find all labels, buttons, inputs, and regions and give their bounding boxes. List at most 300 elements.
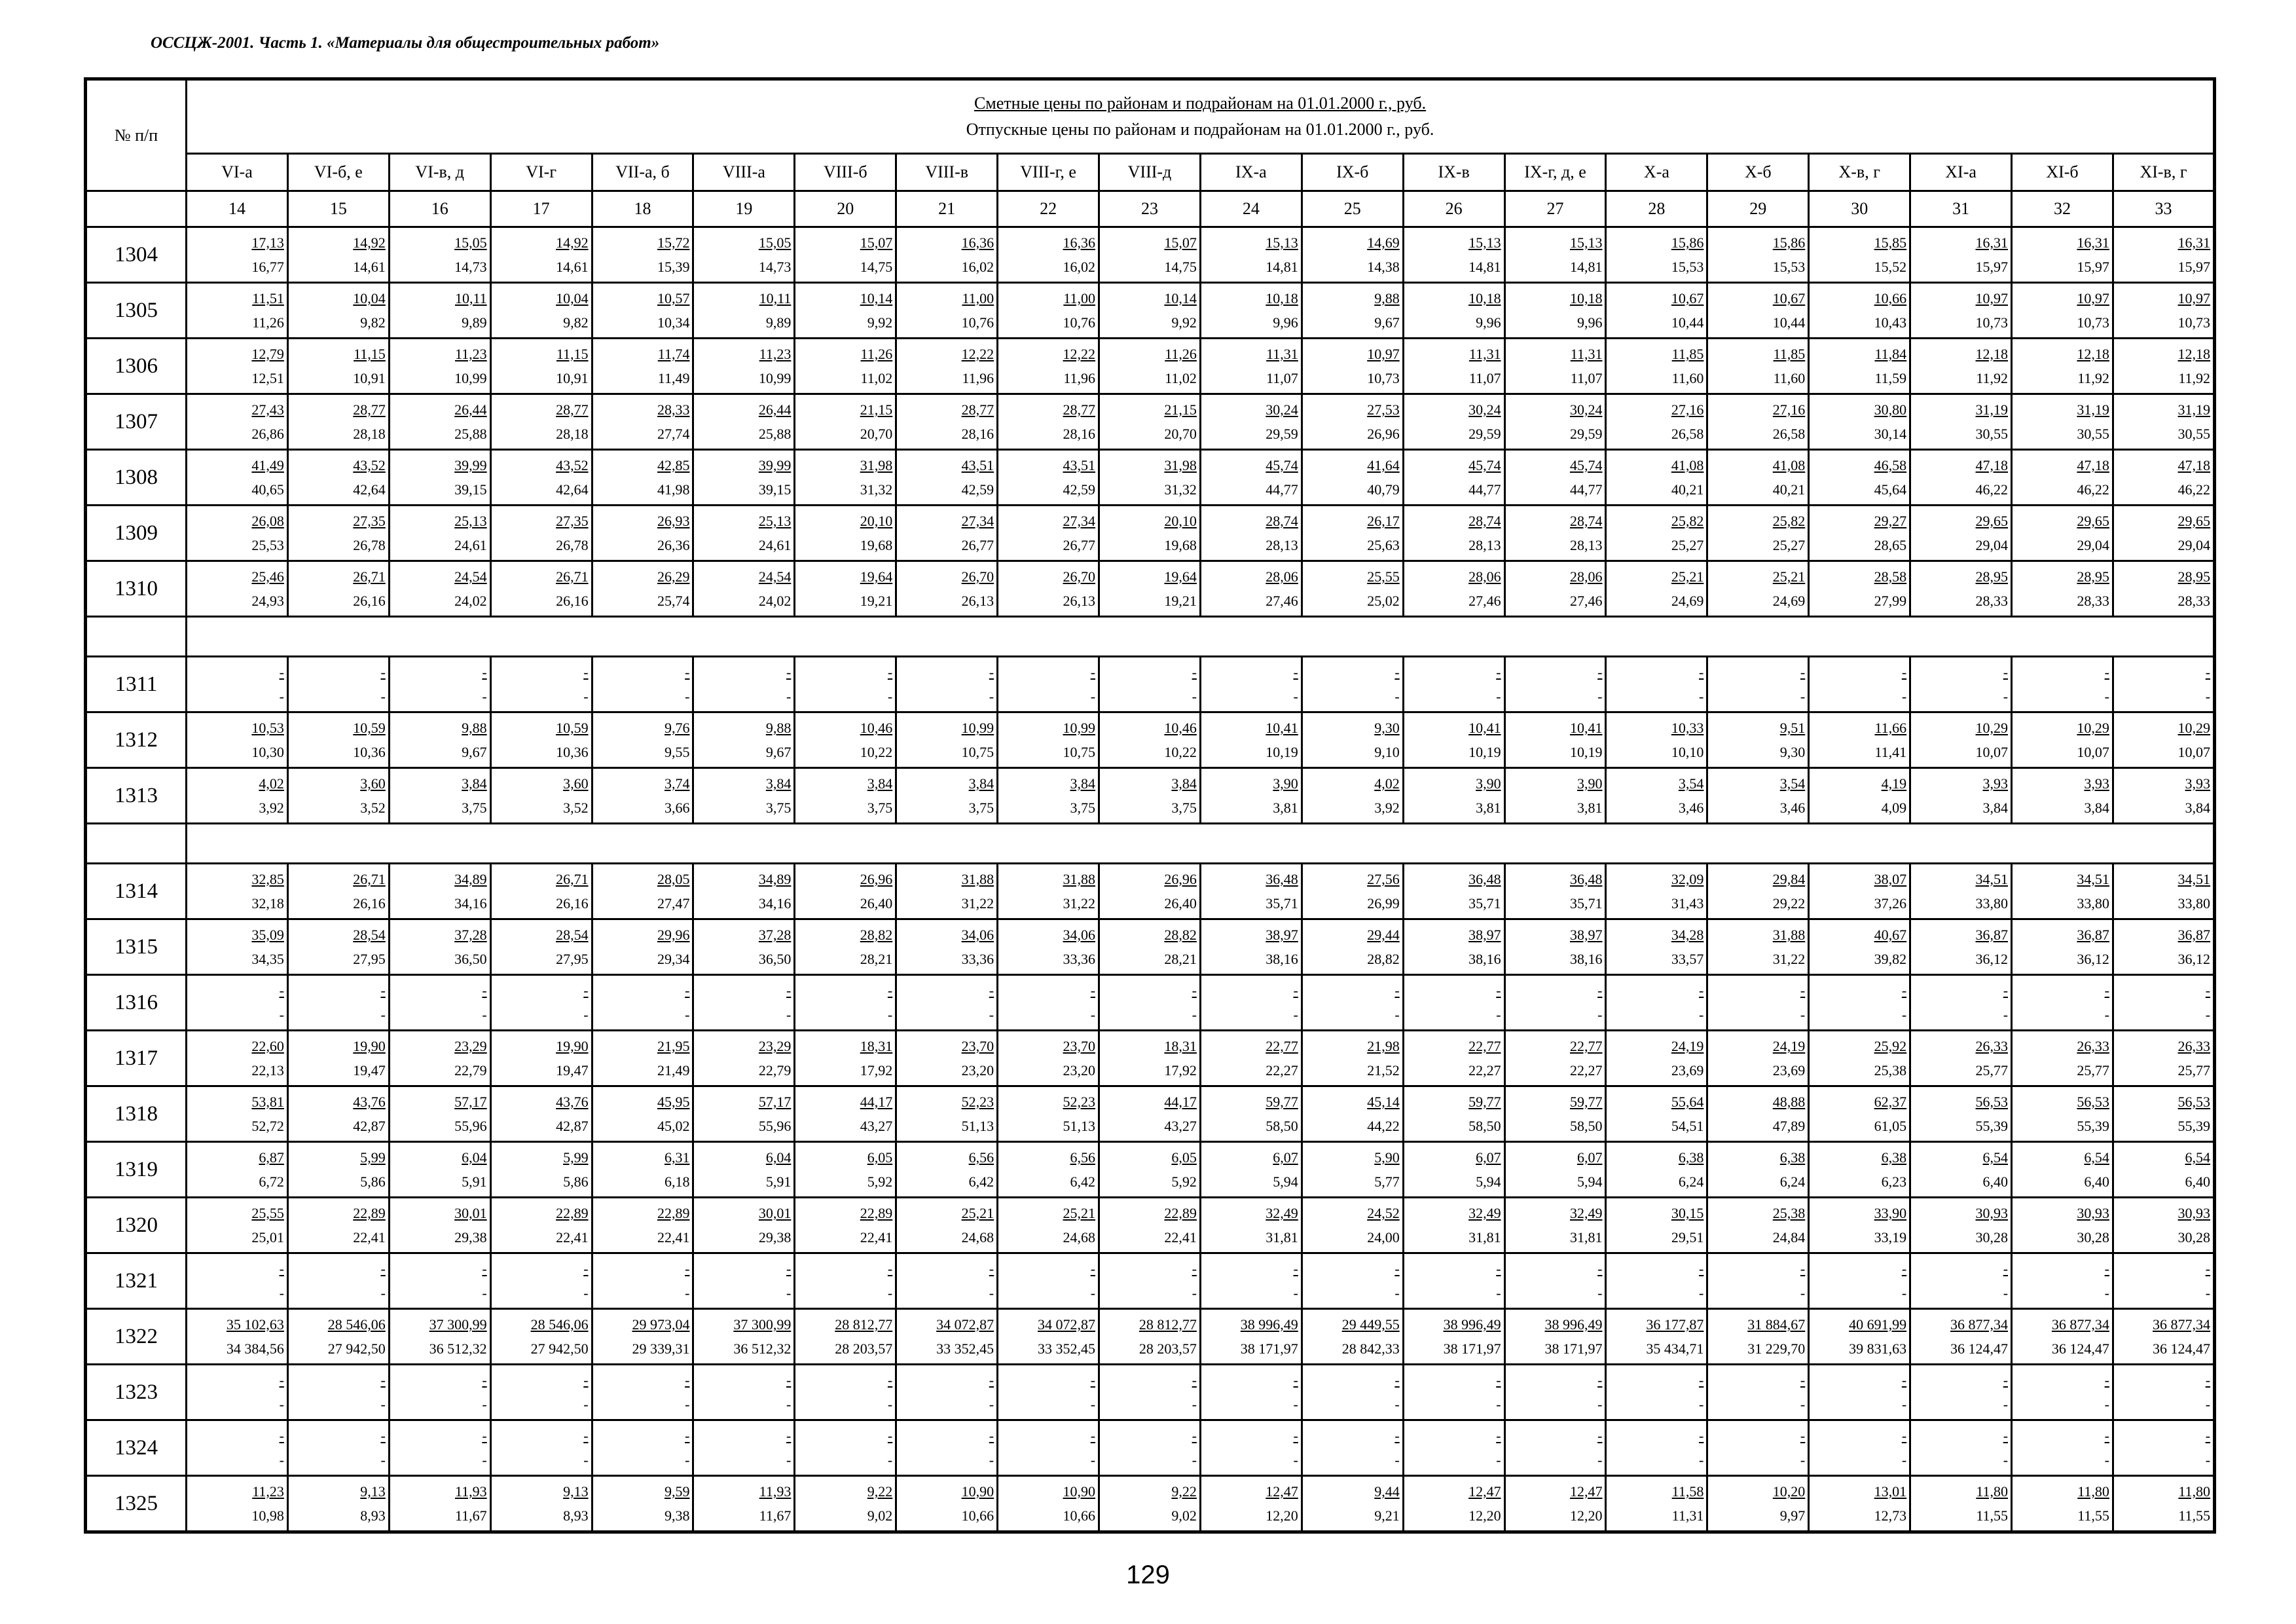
estimated-price: 59,77	[1569, 1094, 1603, 1110]
estimated-price: -	[887, 664, 893, 680]
wholesale-price: 14,75	[860, 259, 893, 275]
price-cell	[693, 283, 795, 339]
estimated-price: 5,90	[1374, 1149, 1400, 1166]
estimated-price: 28,58	[1874, 568, 1907, 585]
price-cell	[693, 1253, 795, 1309]
wholesale-price: 25,77	[2077, 1062, 2109, 1079]
estimated-price: -	[583, 1428, 589, 1444]
price-cell	[1403, 657, 1504, 712]
price-cell	[1504, 561, 1606, 617]
wholesale-price: -	[1597, 1285, 1603, 1301]
price-cell	[1606, 864, 1707, 919]
estimated-price: 9,44	[1374, 1483, 1400, 1500]
price-cell	[1606, 561, 1707, 617]
wholesale-price: 43,27	[860, 1118, 893, 1134]
estimated-price: -	[1293, 1261, 1298, 1277]
wholesale-price: 4,09	[1881, 800, 1907, 816]
price-cell	[1707, 394, 1809, 450]
wholesale-price: 27 942,50	[530, 1340, 589, 1357]
wholesale-price: 29,59	[1569, 426, 1603, 442]
price-cell	[1302, 768, 1403, 824]
wholesale-price: -	[1901, 1396, 1907, 1412]
price-cell	[490, 1031, 592, 1086]
price-cell	[2012, 1309, 2113, 1365]
estimated-price: 27,53	[1367, 401, 1400, 418]
wholesale-price: -	[1496, 1396, 1501, 1412]
estimated-price: 25,21	[1772, 568, 1806, 585]
price-cell	[795, 1309, 896, 1365]
wholesale-price: 22,13	[251, 1062, 284, 1079]
estimated-price: 28,06	[1266, 568, 1298, 585]
estimated-price: -	[1192, 1372, 1197, 1388]
price-cell	[1200, 1476, 1302, 1532]
estimated-price: 11,23	[454, 346, 487, 362]
district-column-header: VIII-б	[795, 154, 896, 191]
column-number: 17	[490, 191, 592, 227]
column-number: 30	[1809, 191, 1910, 227]
table-row	[86, 1198, 2215, 1253]
price-cell	[1099, 919, 1201, 975]
price-cell	[795, 506, 896, 561]
wholesale-price: 11,92	[1976, 370, 2009, 386]
estimated-price: -	[1901, 1261, 1907, 1277]
wholesale-price: 31,32	[860, 481, 893, 498]
estimated-price: 30,24	[1569, 401, 1603, 418]
price-cell	[693, 1476, 795, 1532]
wholesale-price: 11,59	[1874, 370, 1907, 386]
price-cell	[389, 1031, 490, 1086]
wholesale-price: 21,49	[657, 1062, 690, 1079]
price-cell	[1606, 1142, 1707, 1198]
estimated-price: 3,54	[1779, 775, 1806, 792]
wholesale-price: 9,30	[1779, 744, 1806, 760]
wholesale-price: 28,18	[353, 426, 386, 442]
estimated-price: 19,90	[353, 1038, 386, 1054]
estimated-price: -	[2003, 1428, 2009, 1444]
price-cell	[998, 1365, 1099, 1420]
price-cell	[389, 1086, 490, 1142]
wholesale-price: 10,22	[1164, 744, 1197, 760]
wholesale-price: -	[380, 1285, 386, 1301]
estimated-price: 28,74	[1266, 513, 1298, 529]
price-cell	[592, 975, 693, 1031]
wholesale-price: -	[1800, 1452, 1806, 1468]
estimated-price: -	[482, 982, 487, 999]
price-cell	[693, 561, 795, 617]
estimated-price: 11,93	[759, 1483, 792, 1500]
price-cell	[187, 1309, 288, 1365]
price-cell	[1910, 1086, 2012, 1142]
wholesale-price: 33,36	[961, 951, 994, 967]
wholesale-price: 26,99	[1367, 895, 1400, 912]
price-cell	[1910, 1476, 2012, 1532]
estimated-price: -	[1496, 1428, 1501, 1444]
price-cell	[1302, 1031, 1403, 1086]
estimated-price: 22,77	[1266, 1038, 1298, 1054]
estimated-price: 12,22	[1063, 346, 1096, 362]
estimated-price: 11,31	[1468, 346, 1501, 362]
price-cell	[1200, 919, 1302, 975]
estimated-price: 6,05	[867, 1149, 893, 1166]
estimated-price: 6,07	[1476, 1149, 1501, 1166]
estimated-price: 10,46	[1164, 720, 1197, 736]
wholesale-price: 33,80	[1975, 895, 2009, 912]
wholesale-price: 3,46	[1779, 800, 1806, 816]
estimated-price: 37,28	[758, 927, 792, 943]
estimated-price: 3,60	[563, 775, 589, 792]
estimated-price: 34 072,87	[936, 1316, 994, 1333]
price-cell	[693, 450, 795, 506]
wholesale-price: 3,84	[2185, 800, 2211, 816]
wholesale-price: -	[1293, 688, 1298, 705]
wholesale-price: 9,92	[867, 314, 893, 331]
wholesale-price: 19,68	[860, 537, 893, 553]
price-cell	[693, 227, 795, 283]
estimated-price: -	[1800, 982, 1806, 999]
estimated-price: 38,97	[1468, 927, 1501, 943]
column-number: 24	[1200, 191, 1302, 227]
price-cell	[1302, 339, 1403, 394]
price-cell	[1200, 768, 1302, 824]
price-cell	[389, 1198, 490, 1253]
estimated-price: 25,55	[1367, 568, 1400, 585]
wholesale-price: 9,38	[664, 1507, 690, 1524]
estimated-prices-title: Сметные цены по районам и подрайонам на 01.01.2000 г., руб.	[974, 94, 1427, 113]
row-number: 1317	[86, 1031, 187, 1086]
estimated-price: 21,95	[657, 1038, 690, 1054]
wholesale-price: 12,20	[1266, 1507, 1298, 1524]
table-row	[86, 1365, 2215, 1420]
wholesale-price: 11,67	[759, 1507, 792, 1524]
wholesale-price: 38,16	[1569, 951, 1603, 967]
price-cell	[1099, 1253, 1201, 1309]
document-header: ОССЦЖ-2001. Часть 1. «Материалы для общестроительных работ»	[151, 34, 660, 52]
row-number: 1321	[86, 1253, 187, 1309]
wholesale-price: 10,30	[251, 744, 284, 760]
price-cell	[287, 561, 389, 617]
price-cell	[1910, 1253, 2012, 1309]
price-cell	[795, 1198, 896, 1253]
estimated-price: -	[1496, 664, 1501, 680]
price-cell	[1606, 1253, 1707, 1309]
wholesale-price: 44,77	[1266, 481, 1298, 498]
estimated-price: 15,07	[1164, 234, 1197, 251]
estimated-price: 10,18	[1569, 290, 1603, 306]
wholesale-price: 33,80	[2077, 895, 2109, 912]
wholesale-price: 24,84	[1772, 1229, 1806, 1246]
price-cell	[1403, 768, 1504, 824]
price-cell	[389, 1476, 490, 1532]
wholesale-price: -	[1800, 1396, 1806, 1412]
estimated-price: 32,49	[1468, 1205, 1501, 1221]
table-row	[86, 657, 2215, 712]
wholesale-price: 19,21	[860, 593, 893, 609]
table-row	[86, 283, 2215, 339]
price-cell	[795, 1365, 896, 1420]
price-cell	[287, 394, 389, 450]
estimated-price: 9,13	[563, 1483, 589, 1500]
wholesale-price: 25,53	[251, 537, 284, 553]
wholesale-price: -	[2003, 1452, 2009, 1468]
price-cell	[1200, 1142, 1302, 1198]
estimated-price: -	[279, 1372, 284, 1388]
wholesale-price: 29 339,31	[632, 1340, 690, 1357]
wholesale-price: 58,50	[1569, 1118, 1603, 1134]
estimated-price: 45,74	[1569, 457, 1603, 473]
wholesale-price: -	[1901, 1285, 1907, 1301]
price-cell	[2012, 339, 2113, 394]
price-cell	[1606, 975, 1707, 1031]
price-cell	[592, 339, 693, 394]
estimated-price: -	[786, 982, 792, 999]
estimated-price: 31,98	[860, 457, 893, 473]
wholesale-price: 29,04	[2178, 537, 2211, 553]
price-cell	[1504, 1420, 1606, 1476]
price-cell	[1200, 1253, 1302, 1309]
wholesale-price: 39 831,63	[1849, 1340, 1907, 1357]
table-row	[86, 561, 2215, 617]
wholesale-price: 38 171,97	[1544, 1340, 1603, 1357]
estimated-price: 26,70	[1063, 568, 1096, 585]
wholesale-price: 46,22	[2077, 481, 2109, 498]
row-number: 1319	[86, 1142, 187, 1198]
estimated-price: 24,54	[758, 568, 792, 585]
wholesale-price: -	[1192, 1396, 1197, 1412]
district-column-header: IX-а	[1200, 154, 1302, 191]
price-cell	[896, 450, 998, 506]
price-cell	[1200, 1086, 1302, 1142]
price-cell	[490, 227, 592, 283]
wholesale-price: 38,16	[1468, 951, 1501, 967]
estimated-price: 28,77	[961, 401, 994, 418]
estimated-price: -	[2104, 1372, 2109, 1388]
price-cell	[998, 339, 1099, 394]
wholesale-price: 39,15	[758, 481, 792, 498]
estimated-price: 15,13	[1468, 234, 1501, 251]
price-cell	[1606, 450, 1707, 506]
estimated-price: 32,09	[1671, 871, 1704, 887]
price-cell	[1403, 1420, 1504, 1476]
wholesale-price: 11,55	[1976, 1507, 2009, 1524]
price-cell	[1099, 1031, 1201, 1086]
wholesale-price: 26,58	[1671, 426, 1704, 442]
estimated-price: 6,87	[259, 1149, 284, 1166]
wholesale-price: 26,13	[1063, 593, 1096, 609]
estimated-price: 11,00	[1063, 290, 1096, 306]
table-row	[86, 919, 2215, 975]
estimated-price: -	[482, 664, 487, 680]
estimated-price: -	[1394, 1428, 1400, 1444]
estimated-price: 57,17	[758, 1094, 792, 1110]
wholesale-price: 10,91	[353, 370, 386, 386]
wholesale-price: 12,20	[1468, 1507, 1501, 1524]
estimated-price: 59,77	[1266, 1094, 1298, 1110]
estimated-price: 25,21	[961, 1205, 994, 1221]
estimated-price: -	[380, 1261, 386, 1277]
wholesale-price: 14,61	[353, 259, 386, 275]
wholesale-price: -	[1394, 1396, 1400, 1412]
estimated-price: 11,26	[860, 346, 893, 362]
price-cell	[998, 394, 1099, 450]
wholesale-price: 29,59	[1266, 426, 1298, 442]
table-row	[86, 394, 2215, 450]
wholesale-price: 20,70	[1164, 426, 1197, 442]
price-cell	[2113, 561, 2214, 617]
price-cell	[2012, 768, 2113, 824]
price-cell	[2113, 339, 2214, 394]
wholesale-price: 27 942,50	[327, 1340, 386, 1357]
wholesale-price: 28,13	[1468, 537, 1501, 553]
price-cell	[592, 450, 693, 506]
estimated-price: -	[1192, 1428, 1197, 1444]
estimated-price: 55,64	[1671, 1094, 1704, 1110]
price-cell	[592, 1309, 693, 1365]
price-cell	[896, 1476, 998, 1532]
district-column-header: XI-б	[2012, 154, 2113, 191]
row-number: 1315	[86, 919, 187, 975]
price-cell	[187, 339, 288, 394]
estimated-price: 12,22	[961, 346, 994, 362]
wholesale-price: 52,72	[251, 1118, 284, 1134]
wholesale-price: -	[786, 1285, 792, 1301]
wholesale-price: 12,51	[251, 370, 284, 386]
estimated-price: 15,72	[657, 234, 690, 251]
estimated-price: 28,05	[657, 871, 690, 887]
estimated-price: 26,70	[961, 568, 994, 585]
price-cell	[389, 506, 490, 561]
price-cell	[2012, 657, 2113, 712]
wholesale-price: 10,99	[454, 370, 487, 386]
estimated-price: -	[1293, 982, 1298, 999]
wholesale-price: 28,33	[1975, 593, 2009, 609]
estimated-price: 9,88	[1374, 290, 1400, 306]
wholesale-price: 36 124,47	[2051, 1340, 2109, 1357]
price-cell	[998, 1476, 1099, 1532]
wholesale-price: 22,79	[758, 1062, 792, 1079]
wholesale-price: 14,81	[1468, 259, 1501, 275]
price-cell	[1403, 1086, 1504, 1142]
wholesale-price: -	[1699, 688, 1704, 705]
row-number: 1310	[86, 561, 187, 617]
estimated-price: -	[2003, 664, 2009, 680]
estimated-price: 9,22	[867, 1483, 893, 1500]
wholesale-price: -	[1800, 1285, 1806, 1301]
price-cell	[187, 450, 288, 506]
estimated-price: 52,23	[961, 1094, 994, 1110]
price-cell	[2012, 283, 2113, 339]
price-cell	[896, 561, 998, 617]
price-cell	[592, 227, 693, 283]
wholesale-price: 36,12	[2077, 951, 2109, 967]
wholesale-price: -	[1496, 1452, 1501, 1468]
estimated-price: 45,74	[1468, 457, 1501, 473]
estimated-price: -	[989, 1261, 994, 1277]
estimated-price: 9,88	[765, 720, 792, 736]
price-cell	[1504, 1142, 1606, 1198]
wholesale-price: -	[583, 1285, 589, 1301]
wholesale-price: -	[1293, 1452, 1298, 1468]
estimated-price: -	[1800, 1261, 1806, 1277]
price-cell	[1200, 975, 1302, 1031]
row-number: 1320	[86, 1198, 187, 1253]
estimated-price: -	[1901, 664, 1907, 680]
column-number-row	[86, 191, 2215, 227]
wholesale-price: 11,96	[962, 370, 994, 386]
price-cell	[287, 227, 389, 283]
estimated-price: -	[1699, 1372, 1704, 1388]
price-cell	[1403, 712, 1504, 768]
estimated-price: 43,51	[1063, 457, 1096, 473]
price-cell	[2113, 506, 2214, 561]
price-cell	[693, 506, 795, 561]
price-cell	[2113, 768, 2214, 824]
estimated-price: 38,97	[1266, 927, 1298, 943]
price-cell	[693, 657, 795, 712]
wholesale-price: 11,02	[860, 370, 893, 386]
wholesale-price: 9,10	[1374, 744, 1400, 760]
wholesale-price: 3,81	[1576, 800, 1603, 816]
price-cell	[998, 506, 1099, 561]
wholesale-price: 29,34	[657, 951, 690, 967]
wholesale-price: 40,21	[1671, 481, 1704, 498]
price-cell	[1099, 1365, 1201, 1420]
estimated-price: -	[1597, 1372, 1603, 1388]
price-cell	[389, 1309, 490, 1365]
price-cell	[1302, 1253, 1403, 1309]
wholesale-price: 58,50	[1266, 1118, 1298, 1134]
wholesale-price: -	[786, 1006, 792, 1023]
estimated-price: 11,85	[1773, 346, 1806, 362]
price-cell	[1504, 1031, 1606, 1086]
district-column-header: XI-а	[1910, 154, 2012, 191]
price-cell	[490, 657, 592, 712]
wholesale-price: 30,14	[1874, 426, 1907, 442]
estimated-price: -	[583, 1261, 589, 1277]
price-cell	[1809, 1142, 1910, 1198]
estimated-price: 38,97	[1569, 927, 1603, 943]
estimated-price: 16,31	[2077, 234, 2109, 251]
wholesale-price: 10,73	[1975, 314, 2009, 331]
price-cell	[1910, 283, 2012, 339]
price-cell	[2113, 450, 2214, 506]
price-cell	[2113, 1309, 2214, 1365]
price-cell	[2012, 975, 2113, 1031]
price-cell	[1809, 657, 1910, 712]
wholesale-price: 11,92	[2178, 370, 2211, 386]
price-cell	[490, 1309, 592, 1365]
wholesale-price: 29,38	[454, 1229, 487, 1246]
estimated-price: 10,14	[1164, 290, 1197, 306]
price-cell	[1403, 1031, 1504, 1086]
wholesale-price: 29,22	[1772, 895, 1806, 912]
price-cell	[2012, 394, 2113, 450]
wholesale-price: 29,04	[2077, 537, 2109, 553]
price-cell	[287, 1031, 389, 1086]
district-column-header: VI-г	[490, 154, 592, 191]
wholesale-price: 6,23	[1881, 1173, 1907, 1190]
price-cell	[1099, 712, 1201, 768]
estimated-price: -	[1293, 1428, 1298, 1444]
price-cell	[2113, 919, 2214, 975]
estimated-price: 36 877,34	[2051, 1316, 2109, 1333]
wholesale-price: 9,96	[1476, 314, 1501, 331]
estimated-price: 30,80	[1874, 401, 1907, 418]
wholesale-price: 19,21	[1164, 593, 1197, 609]
estimated-price: -	[482, 1261, 487, 1277]
estimated-price: 38 996,49	[1443, 1316, 1501, 1333]
wholesale-price: -	[685, 1396, 690, 1412]
estimated-price: 31,19	[2178, 401, 2211, 418]
